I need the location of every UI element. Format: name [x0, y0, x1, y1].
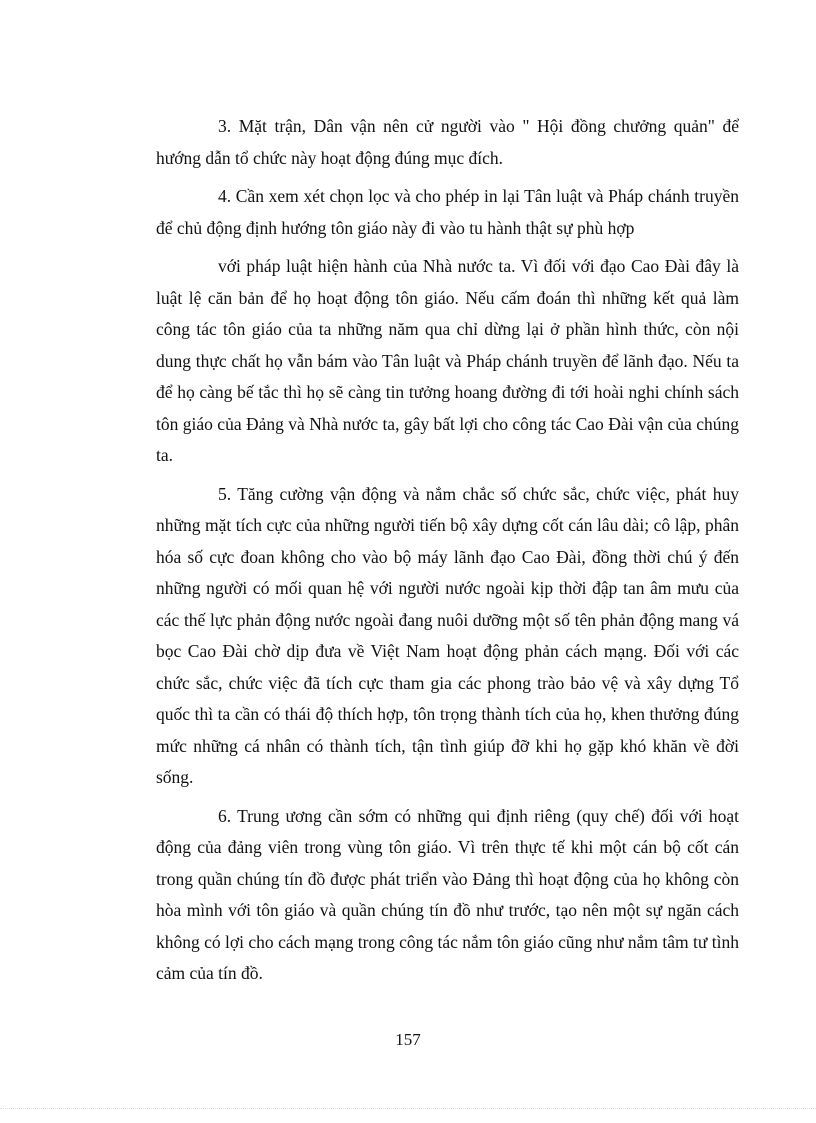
body-text	[156, 111, 739, 990]
paragraph-item-6: 6. Trung ương cần sớm có những qui định riêng (quy chế) đối với hoạt động của đảng viên trong vùng tôn giáo. Vì trên thực tế khi một cán bộ cốt cán trong quần chúng tín đồ được phát triển vào Đảng thì hoạt động của họ không còn hòa mình với tôn giáo và quần chúng tín đồ như trước, tạo nên một sự ngăn cách không có lợi cho cách mạng trong công tác nắm tôn giáo cũng như nắm tâm tư tình cảm của tín đồ.	[156, 805, 739, 983]
paragraph-item-3: 3. Mặt trận, Dân vận nên cử người vào " Hội đồng chưởng quản" để hướng dẫn tổ chức này hoạt động đúng mục đích.	[156, 116, 739, 168]
paragraph-item-4-continued: với pháp luật hiện hành của Nhà nước ta. Vì đối với đạo Cao Đài đây là luật lệ căn bản để họ hoạt động tôn giáo. Nếu cấm đoán thì những kết quả làm công tác tôn giáo của ta những năm qua chỉ dừng lại ở phần hình thức, còn nội dung thực chất họ vẫn bám vào Tân luật và Pháp chánh truyền để lãnh đạo. Nếu ta để họ càng bế tắc thì họ sẽ càng tin tưởng hoang đường đi tới hoài nghi chính sách tôn giáo của Đảng và Nhà nước ta, gây bất lợi cho công tác Cao Đài vận của chúng ta.	[156, 256, 739, 465]
page-bottom-divider	[0, 1108, 816, 1109]
page-number: 157	[395, 1030, 421, 1049]
paragraph-item-4: 4. Cần xem xét chọn lọc và cho phép in lại Tân luật và Pháp chánh truyền để chủ động định hướng tôn giáo này đi vào tu hành thật sự phù hợp	[156, 186, 739, 238]
paragraph-item-5: 5. Tăng cường vận động và nắm chắc số chức sắc, chức việc, phát huy những mặt tích cực của những người tiến bộ xây dựng cốt cán lâu dài; cô lập, phân hóa số cực đoan không cho vào bộ máy lãnh đạo Cao Đài, đồng thời chú ý đến những người có mối quan hệ với người nước ngoài kịp thời đập tan âm mưu của các thế lực phản động nước ngoài đang nuôi dưỡng một số tên phản động mang vá bọc Cao Đài chờ dịp đưa về Việt Nam hoạt động phản cách mạng. Đối với các chức sắc, chức việc đã tích cực tham gia các phong trào bảo vệ và xây dựng Tổ quốc thì ta cần có thái độ thích hợp, tôn trọng thành tích của họ, khen thưởng đúng mức những cá nhân có thành tích, tận tình giúp đỡ khi họ gặp khó khăn về đời sống.	[156, 483, 739, 787]
